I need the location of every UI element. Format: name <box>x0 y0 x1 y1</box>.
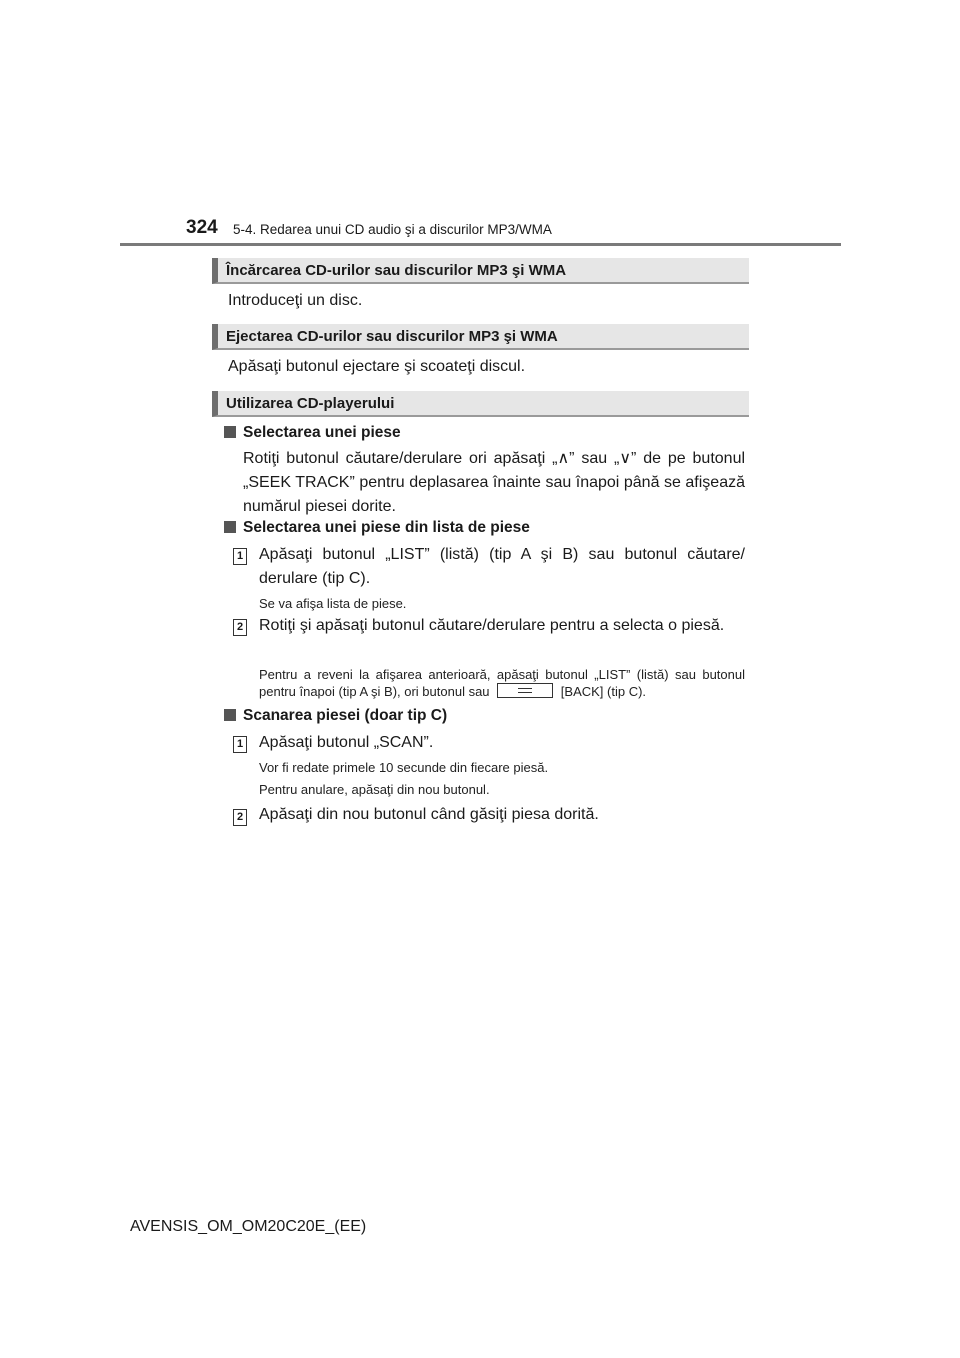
step-text: Apăsaţi din nou butonul când găsiţi piesa dorită. <box>259 806 599 823</box>
square-bullet-icon <box>224 521 236 533</box>
step-badge: 1 <box>233 736 247 753</box>
header-rule <box>120 243 841 246</box>
square-bullet-icon <box>224 426 236 438</box>
section-heading-ejecting <box>212 324 749 350</box>
step-note: Pentru anulare, apăsaţi din nou butonul. <box>259 782 490 797</box>
back-button-icon <box>497 683 553 698</box>
subheading-scan: Scanarea piesei (doar tip C) <box>224 707 447 725</box>
step-text: Apăsaţi butonul „LIST” (listă) (tip A şi B) sau butonul căutare/ derulare (tip C). <box>259 546 745 587</box>
section-heading-loading <box>212 258 749 284</box>
section-heading-cd-player <box>212 391 749 417</box>
page-number: 324 <box>186 217 218 238</box>
step-badge: 1 <box>233 548 247 565</box>
square-bullet-icon <box>224 709 236 721</box>
step-note: Se va afişa lista de piese. <box>259 596 407 611</box>
chevron-down-icon: ∨ <box>619 450 632 467</box>
step-text: Apăsaţi butonul „SCAN”. <box>259 734 434 751</box>
chevron-up-icon: ∧ <box>557 450 570 467</box>
section-heading-text: Ejectarea CD-urilor sau discurilor MP3 şi WMA <box>226 328 558 345</box>
document-id: AVENSIS_OM_OM20C20E_(EE) <box>130 1218 367 1235</box>
step-note: Vor fi redate primele 10 secunde din fiecare piesă. <box>259 760 549 775</box>
section-body-ejecting: Apăsaţi butonul ejectare şi scoateţi discul. <box>228 358 526 375</box>
subheading-select-from-list: Selectarea unei piese din lista de piese <box>224 519 530 537</box>
subheading-select-track: Selectarea unei piese <box>224 424 401 442</box>
section-heading-text: Încărcarea CD-urilor sau discurilor MP3 şi WMA <box>226 262 567 279</box>
step-text: Rotiţi şi apăsaţi butonul căutare/derulare pentru a selecta o piesă. <box>259 617 725 634</box>
step-badge: 2 <box>233 809 247 826</box>
section-heading-text: Utilizarea CD-playerului <box>226 395 395 412</box>
step-note: Pentru a reveni la afişarea anterioară, apăsaţi butonul „LIST” (listă) sau butonul pentru înapoi (tip A şi B), ori butonul sau [BACK] (tip C). <box>259 667 745 699</box>
section-body-loading: Introduceţi un disc. <box>228 292 363 309</box>
select-track-text: Rotiţi butonul căutare/derulare ori apăsaţi „∧” sau „∨” de pe butonul „SEEK TRACK” pentru deplasarea înainte sau înapoi până se afişează numărul piesei dorite. <box>243 450 746 515</box>
step-badge: 2 <box>233 619 247 636</box>
chapter-title: 5-4. Redarea unui CD audio şi a discurilor MP3/WMA <box>233 222 552 237</box>
